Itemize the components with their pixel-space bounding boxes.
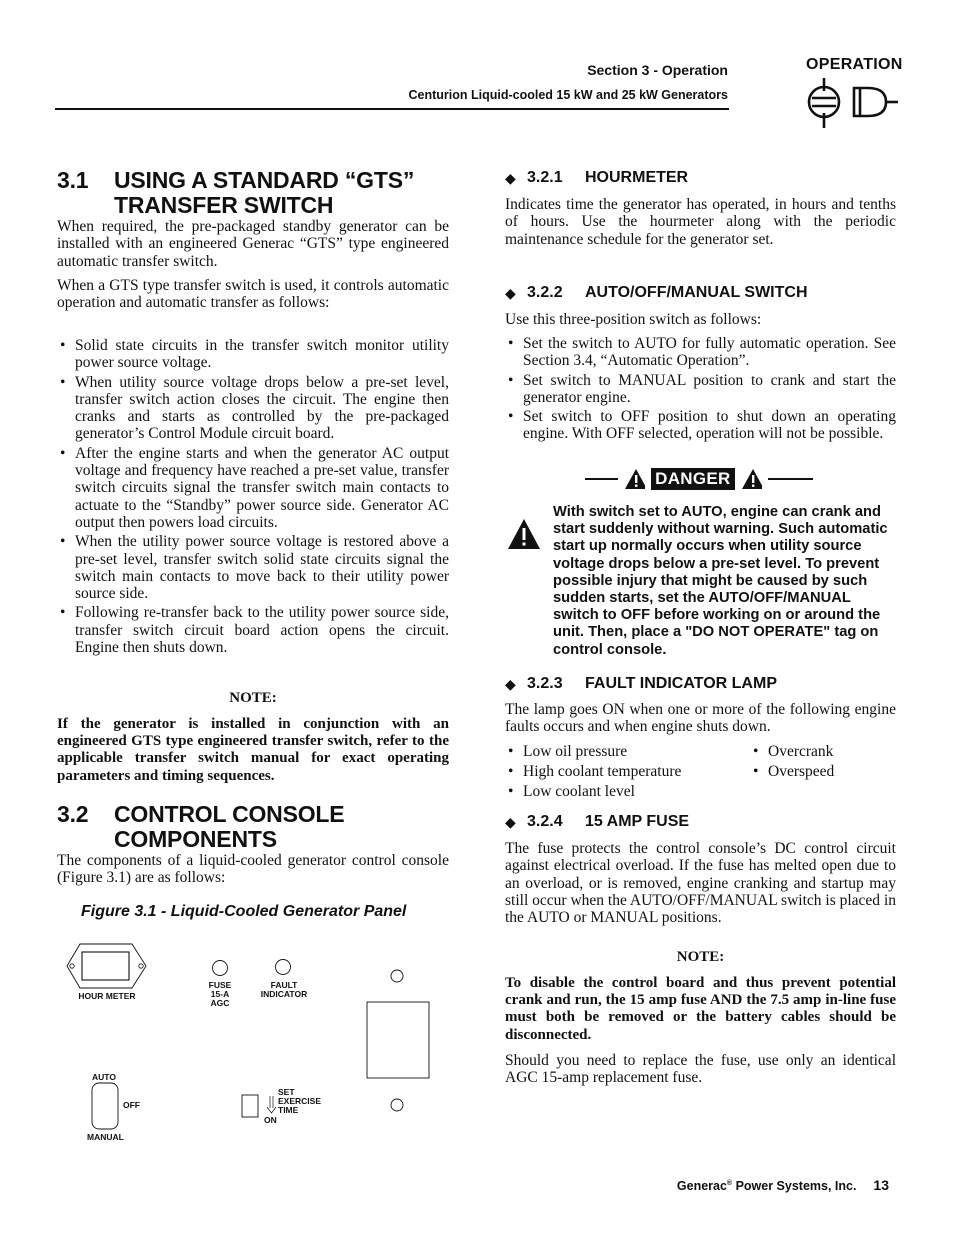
list-item: • After the engine starts and when the generator AC output voltage and frequency have reached a pre-set value, transfer switch circuits signal the transfer switch main contacts to actuate to the “Standby” power source side. Generator AC output then powers load circuits. [57, 445, 449, 531]
danger-message: With switch set to AUTO, engine can crank and start suddenly without warning. Such automatic start up normally occurs when utility source voltage drops below a pre-set level. To prevent possible injury that might be caused by such sudden starts, set the AUTO/OFF/MANUAL switch to OFF before working on or around the unit. Then, place a "DO NOT OPERATE" tag on control console. [553, 504, 888, 658]
hour-meter-label: HOUR METER [78, 991, 136, 1001]
fuse-label: FUSE 15-A AGC [208, 980, 232, 1008]
footer-company-rest: Power Systems, Inc. [732, 1179, 857, 1193]
list-item: • Set switch to MANUAL position to crank and start the generator engine. [505, 372, 896, 407]
list-item: • Low oil pressure [505, 743, 745, 760]
control-panel-figure [60, 940, 450, 1145]
fault-lamp-description: The lamp goes ON when one or more of the following engine faults occurs and when engine shuts down. [505, 701, 896, 736]
registered-mark: ® [726, 1179, 733, 1187]
footer-company: Generac [676, 1179, 727, 1193]
diamond-bullet-icon: ◆ [505, 284, 516, 301]
operation-label: OPERATION [806, 56, 903, 73]
large-warning-triangle-icon [507, 518, 541, 550]
list-item: • High coolant temperature [505, 763, 745, 780]
list-item: • Set the switch to AUTO for fully automatic operation. See Section 3.4, “Automatic Operation”. [505, 335, 896, 370]
auto-label: AUTO [92, 1072, 116, 1082]
section-3-1-para2: When a GTS type transfer switch is used, it controls automatic operation and automatic transfer as follows: [57, 277, 449, 312]
manual-label: MANUAL [87, 1132, 124, 1142]
section-3-1-bullets [57, 337, 449, 656]
operation-symbol-icon [800, 76, 900, 132]
section-3-1-intro: When required, the pre-packaged standby generator can be installed with an engineered Generac “GTS” type engineered automatic transfer switch. [57, 218, 449, 270]
fuse-description: The fuse protects the control console’s DC control circuit against electrical overload. If the fuse has melted open due to an overload, or is removed, engine cranking and startup may still occur when the AUTO/OFF/MANUAL switch is placed in the AUTO or MANUAL positions. [505, 840, 896, 927]
list-item: • Solid state circuits in the transfer switch monitor utility power source voltage. [57, 337, 449, 372]
subsection-3-2-3-heading: ◆ 3.2.3 FAULT INDICATOR LAMP [505, 675, 777, 692]
list-item: • When utility source voltage drops below a pre-set level, transfer switch action closes the circuit. The engine then cranks and starts as controlled by the pre-packaged generator’s Control Module circuit board. [57, 374, 449, 443]
list-item: • Low coolant level [505, 783, 745, 800]
header-section-title: Section 3 - Operation [587, 62, 728, 78]
subsection-3-2-1-heading: ◆ 3.2.1 HOURMETER [505, 169, 689, 186]
header-subtitle: Centurion Liquid-cooled 15 kW and 25 kW Generators [408, 88, 728, 102]
section-3-2-heading: 3.2 CONTROL CONSOLE COMPONENTS [57, 801, 345, 852]
switch-intro: Use this three-position switch as follows: [505, 311, 762, 328]
page-number: 13 [873, 1177, 889, 1193]
set-exercise-time-label: SET EXERCISE TIME [278, 1087, 321, 1115]
figure-caption: Figure 3.1 - Liquid-Cooled Generator Panel [81, 903, 407, 920]
danger-banner [585, 468, 813, 490]
section-3-1-heading: 3.1 USING A STANDARD “GTS” TRANSFER SWITCH [57, 167, 415, 218]
list-item: • Overcrank [750, 743, 896, 760]
note-title: NOTE: [676, 949, 725, 965]
note-title: NOTE: [229, 690, 277, 706]
diamond-bullet-icon: ◆ [505, 169, 516, 186]
danger-label: DANGER [651, 468, 734, 490]
page-footer [677, 1177, 889, 1193]
section-3-2-intro: The components of a liquid-cooled generator control console (Figure 3.1) are as follows: [57, 852, 449, 887]
list-item: • Overspeed [750, 763, 896, 780]
fault-list-col2 [750, 743, 896, 780]
subsection-3-2-4-heading: ◆ 3.2.4 15 AMP FUSE [505, 813, 690, 830]
on-label: ON [264, 1115, 277, 1125]
list-item: • Following re-transfer back to the utility power source side, transfer switch circuit board action opens the circuit. Engine then shuts down. [57, 604, 449, 656]
list-item: • When the utility power source voltage is restored above a pre-set level, transfer switch solid state circuits signal the switch main contacts to move back to their utility power source side. [57, 533, 449, 602]
off-label: OFF [123, 1100, 140, 1110]
hourmeter-description: Indicates time the generator has operated, in hours and tenths of hours. Use the hourmeter along with the periodic maintenance schedule for the generator set. [505, 196, 896, 248]
warning-triangle-icon [741, 468, 762, 490]
switch-bullets [505, 335, 896, 443]
header-rule [55, 108, 729, 110]
note-body: To disable the control board and thus prevent potential crank and run, the 15 amp fuse AND the 7.5 amp in-line fuse must both be removed or the battery cables should be disconnected. [505, 975, 896, 1043]
fault-list-col1 [505, 743, 745, 800]
fault-indicator-label: FAULT INDICATOR [260, 980, 308, 999]
fuse-replacement-note: Should you need to replace the fuse, use only an identical AGC 15-amp replacement fuse. [505, 1052, 896, 1087]
note-body: If the generator is installed in conjunction with an engineered GTS type engineered transfer switch, refer to the applicable transfer switch manual for exact operating parameters and timing sequences. [57, 716, 449, 784]
diamond-bullet-icon: ◆ [505, 813, 516, 830]
list-item: • Set switch to OFF position to shut down an operating engine. With OFF selected, operation will not be possible. [505, 408, 896, 443]
control-panel-drawing [60, 940, 450, 1145]
diamond-bullet-icon: ◆ [505, 675, 516, 692]
warning-triangle-icon [624, 468, 645, 490]
subsection-3-2-2-heading: ◆ 3.2.2 AUTO/OFF/MANUAL SWITCH [505, 284, 808, 301]
